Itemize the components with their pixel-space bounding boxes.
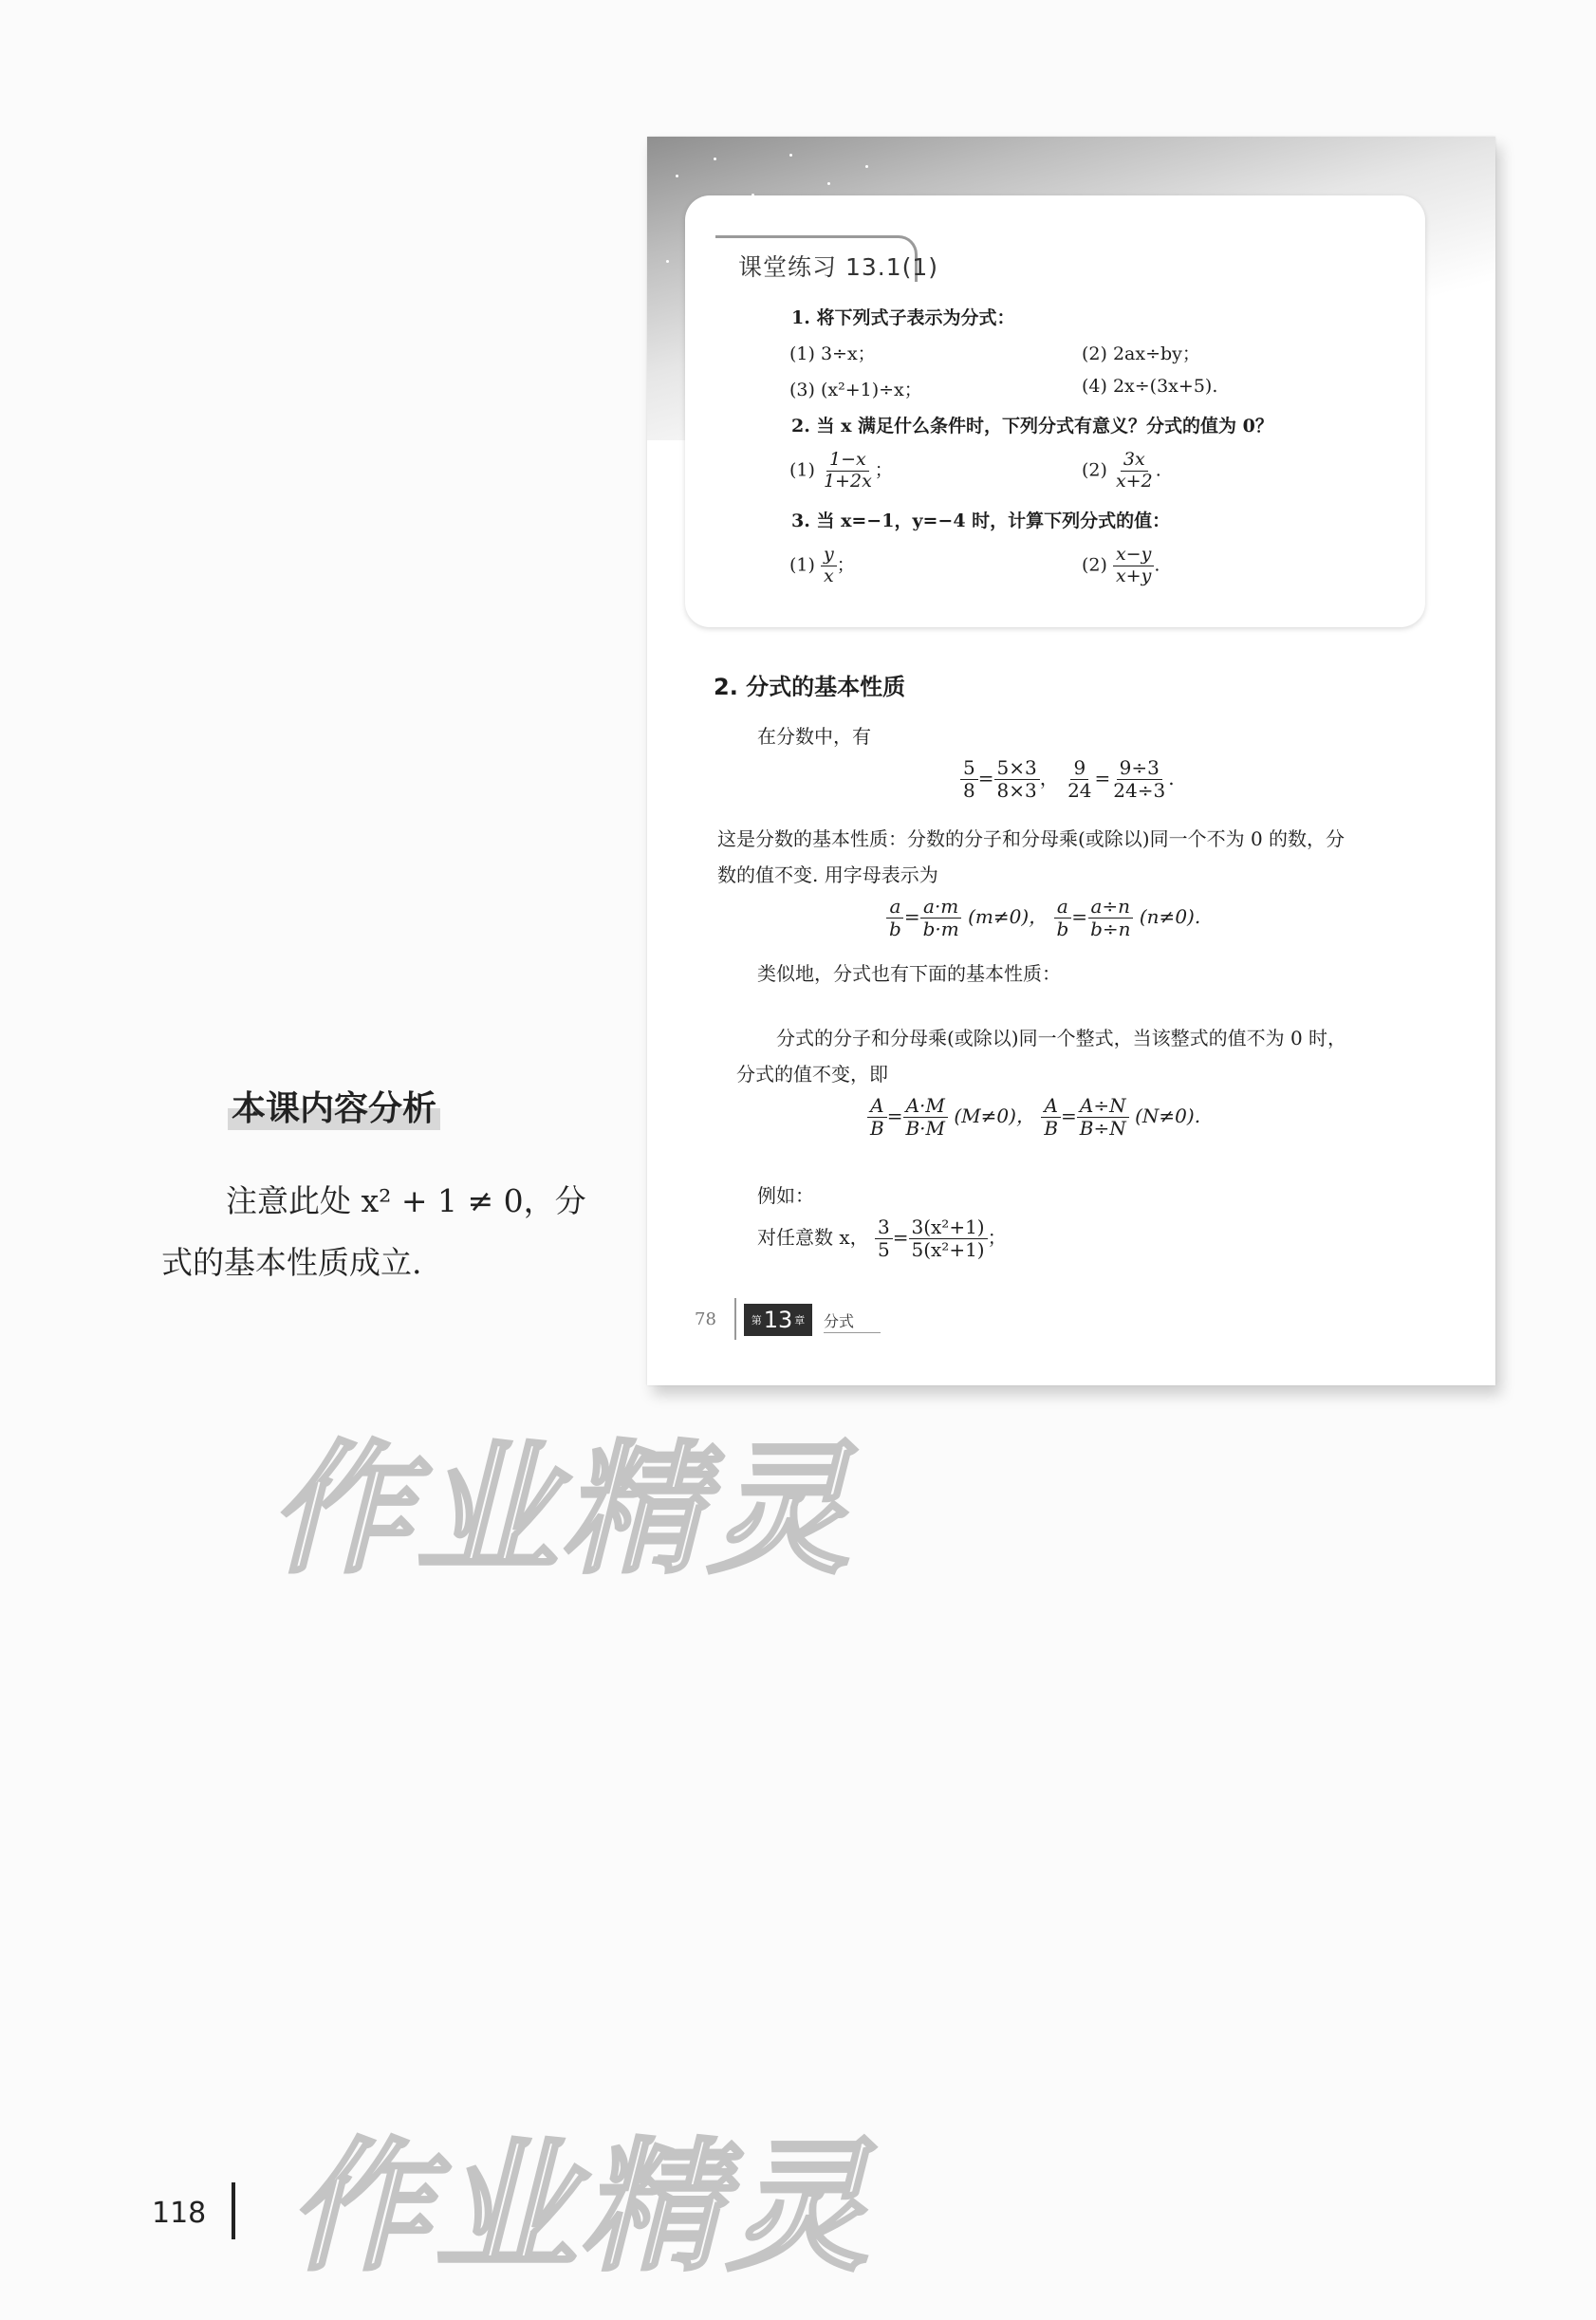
book-page-number: 78 [695,1309,716,1329]
analysis-note-line-2: 式的基本性质成立. [161,1244,422,1281]
property-line-2: 数的值不变. 用字母表示为 [717,863,938,886]
exercise-title: 课堂练习 13.1(1) [738,253,939,281]
chapter-underline [824,1332,881,1333]
exercise-q2-item2: (2) $\frac{3x}{x+2}$ . [1082,449,1161,492]
exercise-q1-item3: (3) (x²+1)÷x； [789,380,922,400]
chapter-badge: 第 13 章 [744,1304,812,1336]
exercise-q1-title: 1. 将下列式子表示为分式： [791,307,1015,328]
exercise-q2-title: 2. 当 x 满足什么条件时，下列分式有意义？分式的值为 0？ [791,416,1273,436]
analysis-title: 本课内容分析 [228,1082,440,1130]
example-line: 对任意数 x， $\frac{3}{5}$ = $\frac{\text{3(x²+1)}}{\text{5(x²+1)}}$ ； [757,1216,1007,1261]
exercise-q3-item1: (1) $\frac{y}{x}$ ； [789,544,855,586]
rule-line-1: 分式的分子和分母乘(或除以)同一个整式，当该整式的值不为 0 时， [776,1027,1347,1049]
page-number: 118 [152,2197,207,2230]
chapter-name: 分式 [824,1312,855,1330]
fraction: $\frac{1-x}{1+2x}$ [823,449,872,492]
footer-divider [734,1298,736,1340]
exercise-q1-item4: (4) 2x÷(3x+5). [1082,376,1218,397]
textbook-page [647,137,1495,1385]
similarly-text: 类似地，分式也有下面的基本性质： [757,962,1061,985]
fraction: $\frac{x-y}{x+y}$ [1113,545,1154,587]
exercise-q3-title: 3. 当 x=−1，y=−4 时，计算下列分式的值： [791,510,1171,531]
page-number-divider [232,2182,235,2239]
exercise-q1-item1: (1) 3÷x； [789,343,876,364]
exercise-q2-item1: (1) $\frac{1-x}{1+2x}$ ； [789,449,893,492]
property-line-1: 这是分数的基本性质：分数的分子和分母乘(或除以)同一个不为 0 的数，分 [717,827,1345,850]
example-label: 例如： [757,1184,814,1207]
intro-text: 在分数中，有 [757,725,871,748]
exercise-q1-item2: (2) 2ax÷by； [1082,343,1200,364]
rule-line-2: 分式的值不变，即 [736,1063,888,1086]
analysis-note-line-1: 注意此处 x² + 1 ≠ 0，分 [226,1182,586,1219]
letter-formula: $\frac{a}{b}$ = $\frac{a\cdot m}{b\cdot m}$ (m≠0)， $\frac{a}{b}$ = $\frac{a\div n}{b\div n}$ (n≠0). [886,896,1200,940]
fraction: $\frac{3x}{x+2}$ [1115,449,1153,492]
fraction-example-formula: $\frac{5}{8}$ = $\frac{5\times 3}{8\times 3}$ ， $\frac{9}{24}$ = $\frac{9\div 3}{24\div 3}$ . [960,757,1175,802]
watermark-top: 作业精灵 [260,1428,887,1593]
fraction-rule-formula: $\frac{A}{B}$ = $\frac{A\cdot M}{B\cdot M}$ (M≠0)， $\frac{A}{B}$ = $\frac{A\div N}{B\div N}$ (N≠0). [867,1095,1200,1140]
section-heading: 2. 分式的基本性质 [714,674,906,700]
exercise-q3-item2: (2) $\frac{x-y}{x+y}$ . [1082,544,1160,586]
fraction: $\frac{y}{x}$ [821,545,837,587]
watermark-bottom: 作业精灵 [279,2125,906,2291]
